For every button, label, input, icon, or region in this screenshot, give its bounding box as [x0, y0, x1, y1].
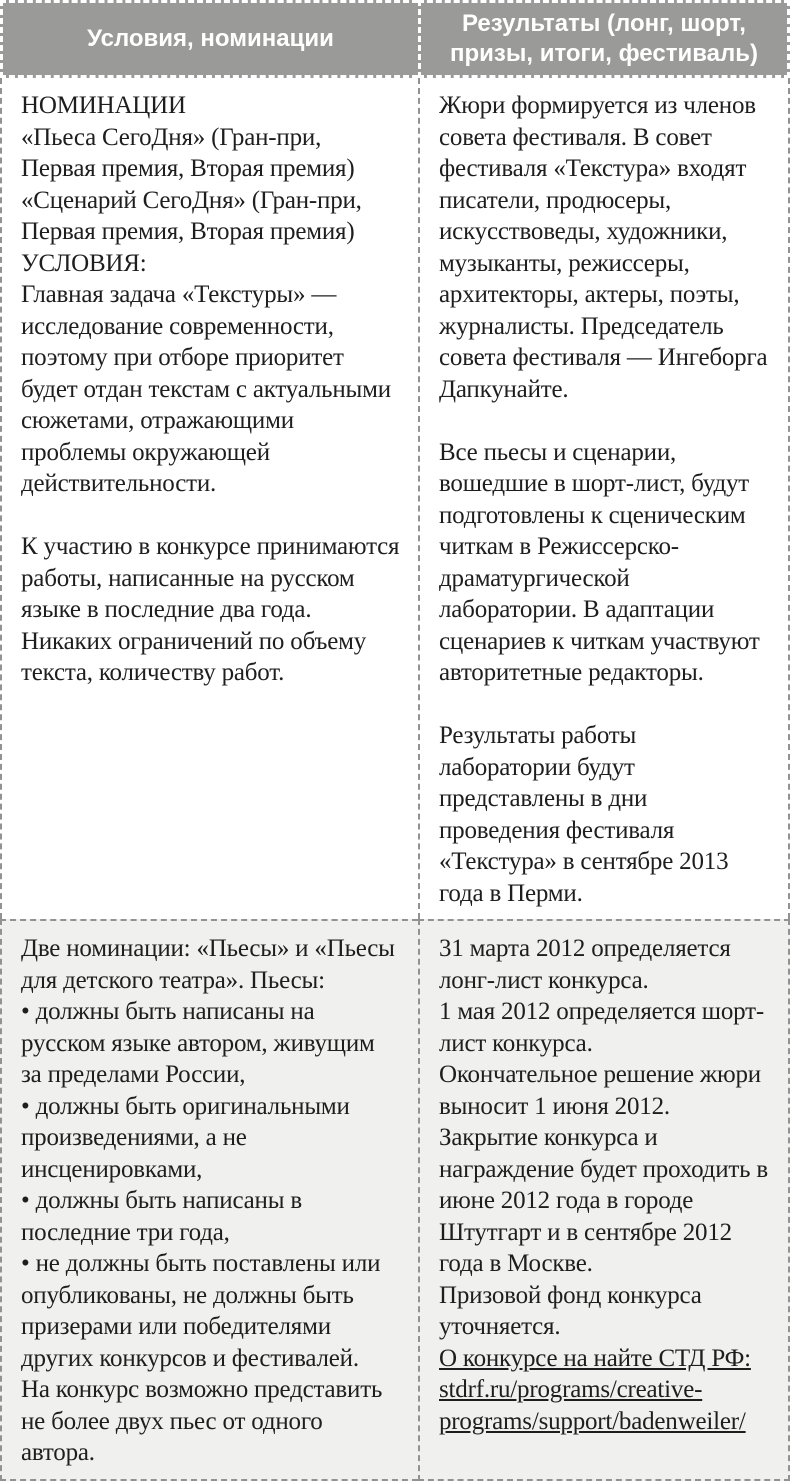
- requirement-recent: • должны быть написаны в последние три года,: [21, 1187, 302, 1246]
- cell-row2-results: [418, 919, 790, 1481]
- conditions-main-task: Главная задача «Текстуры» — исследование современности, поэтому при отборе приоритет будет отдан текстам с актуальными сюжетами, отражающими проблемы окружающей действительности.: [21, 281, 391, 497]
- column-header-label: Результаты (лонг, шорт, призы, итоги, фестиваль): [450, 10, 758, 67]
- nominations-title: НОМИНАЦИИ: [21, 92, 186, 119]
- jury-decision-date: Окончательное решение жюри выносит 1 июня 2012.: [439, 1061, 761, 1120]
- conditions-eligibility: К участию в конкурсе принимаются работы, написанные на русском языке в последние два года. Никаких ограничений по объему текста, количеству работ.: [21, 533, 400, 686]
- two-nominations-intro: Две номинации: «Пьесы» и «Пьесы для детского театра». Пьесы:: [21, 935, 395, 994]
- cell-row1-conditions: [0, 78, 418, 919]
- nomination-play-today: «Пьеса СегоДня» (Гран-при, Первая премия, Вторая премия): [21, 123, 355, 182]
- requirement-original: • должны быть оригинальными произведениями, а не инсценировками,: [21, 1092, 350, 1183]
- shortlist-date: 1 мая 2012 определяется шорт-лист конкурса.: [439, 998, 764, 1057]
- cell-row2-conditions: [0, 919, 418, 1481]
- lab-results: Результаты работы лаборатории будут представлены в дни проведения фестиваля «Текстура» в сентябре 2013 года в Перми.: [439, 722, 729, 907]
- nomination-script-today: «Сценарий СегоДня» (Гран-при, Первая премия, Вторая премия): [21, 186, 362, 245]
- closing-ceremony-info: Закрытие конкурса и награждение будет проходить в июне 2012 года в городе Штутгарт и в сентябре 2012 года в Москве.: [439, 1124, 768, 1277]
- cell-row1-results: [418, 78, 790, 919]
- conditions-title: УСЛОВИЯ:: [21, 249, 147, 277]
- requirement-language: • должны быть написаны на русском языке автором, живущим за пределами России,: [21, 998, 375, 1088]
- contest-website-link[interactable]: О конкурсе на найте СТД РФ: stdrf.ru/programs/creative-programs/support/badenweiler/: [439, 1344, 751, 1435]
- jury-description: Жюри формируется из членов совета фестиваля. В совет фестиваля «Текстура» входят писатели, продюсеры, искусствоведы, художники, музыканты, режиссеры, архитекторы, актеры, поэты, журналисты. Председатель совета фестиваля — Ингеборга Дапкунайте.: [439, 92, 768, 403]
- longlist-date: 31 марта 2012 определяется лонг-лист конкурса.: [439, 935, 731, 994]
- requirement-unpublished: • не должны быть поставлены или опубликованы, не должны быть призерами или победителями других конкурсов и фестивалей.: [21, 1250, 381, 1372]
- submission-limit: На конкурс возможно представить не более двух пьес от одного автора.: [21, 1376, 383, 1466]
- column-header-results: [418, 0, 790, 78]
- column-header-conditions-nominations: [0, 0, 418, 78]
- shortlist-readings: Все пьесы и сценарии, вошедшие в шорт-лист, будут подготовлены к сценическим читкам в Режиссерско-драматургической лаборатории. В адаптации сценариев к читкам участвуют авторитетные редакторы.: [439, 438, 760, 686]
- contest-link-paragraph: [439, 1343, 770, 1438]
- column-header-label: Условия, номинации: [87, 25, 334, 52]
- prize-fund-note: Призовой фонд конкурса уточняется.: [439, 1281, 702, 1340]
